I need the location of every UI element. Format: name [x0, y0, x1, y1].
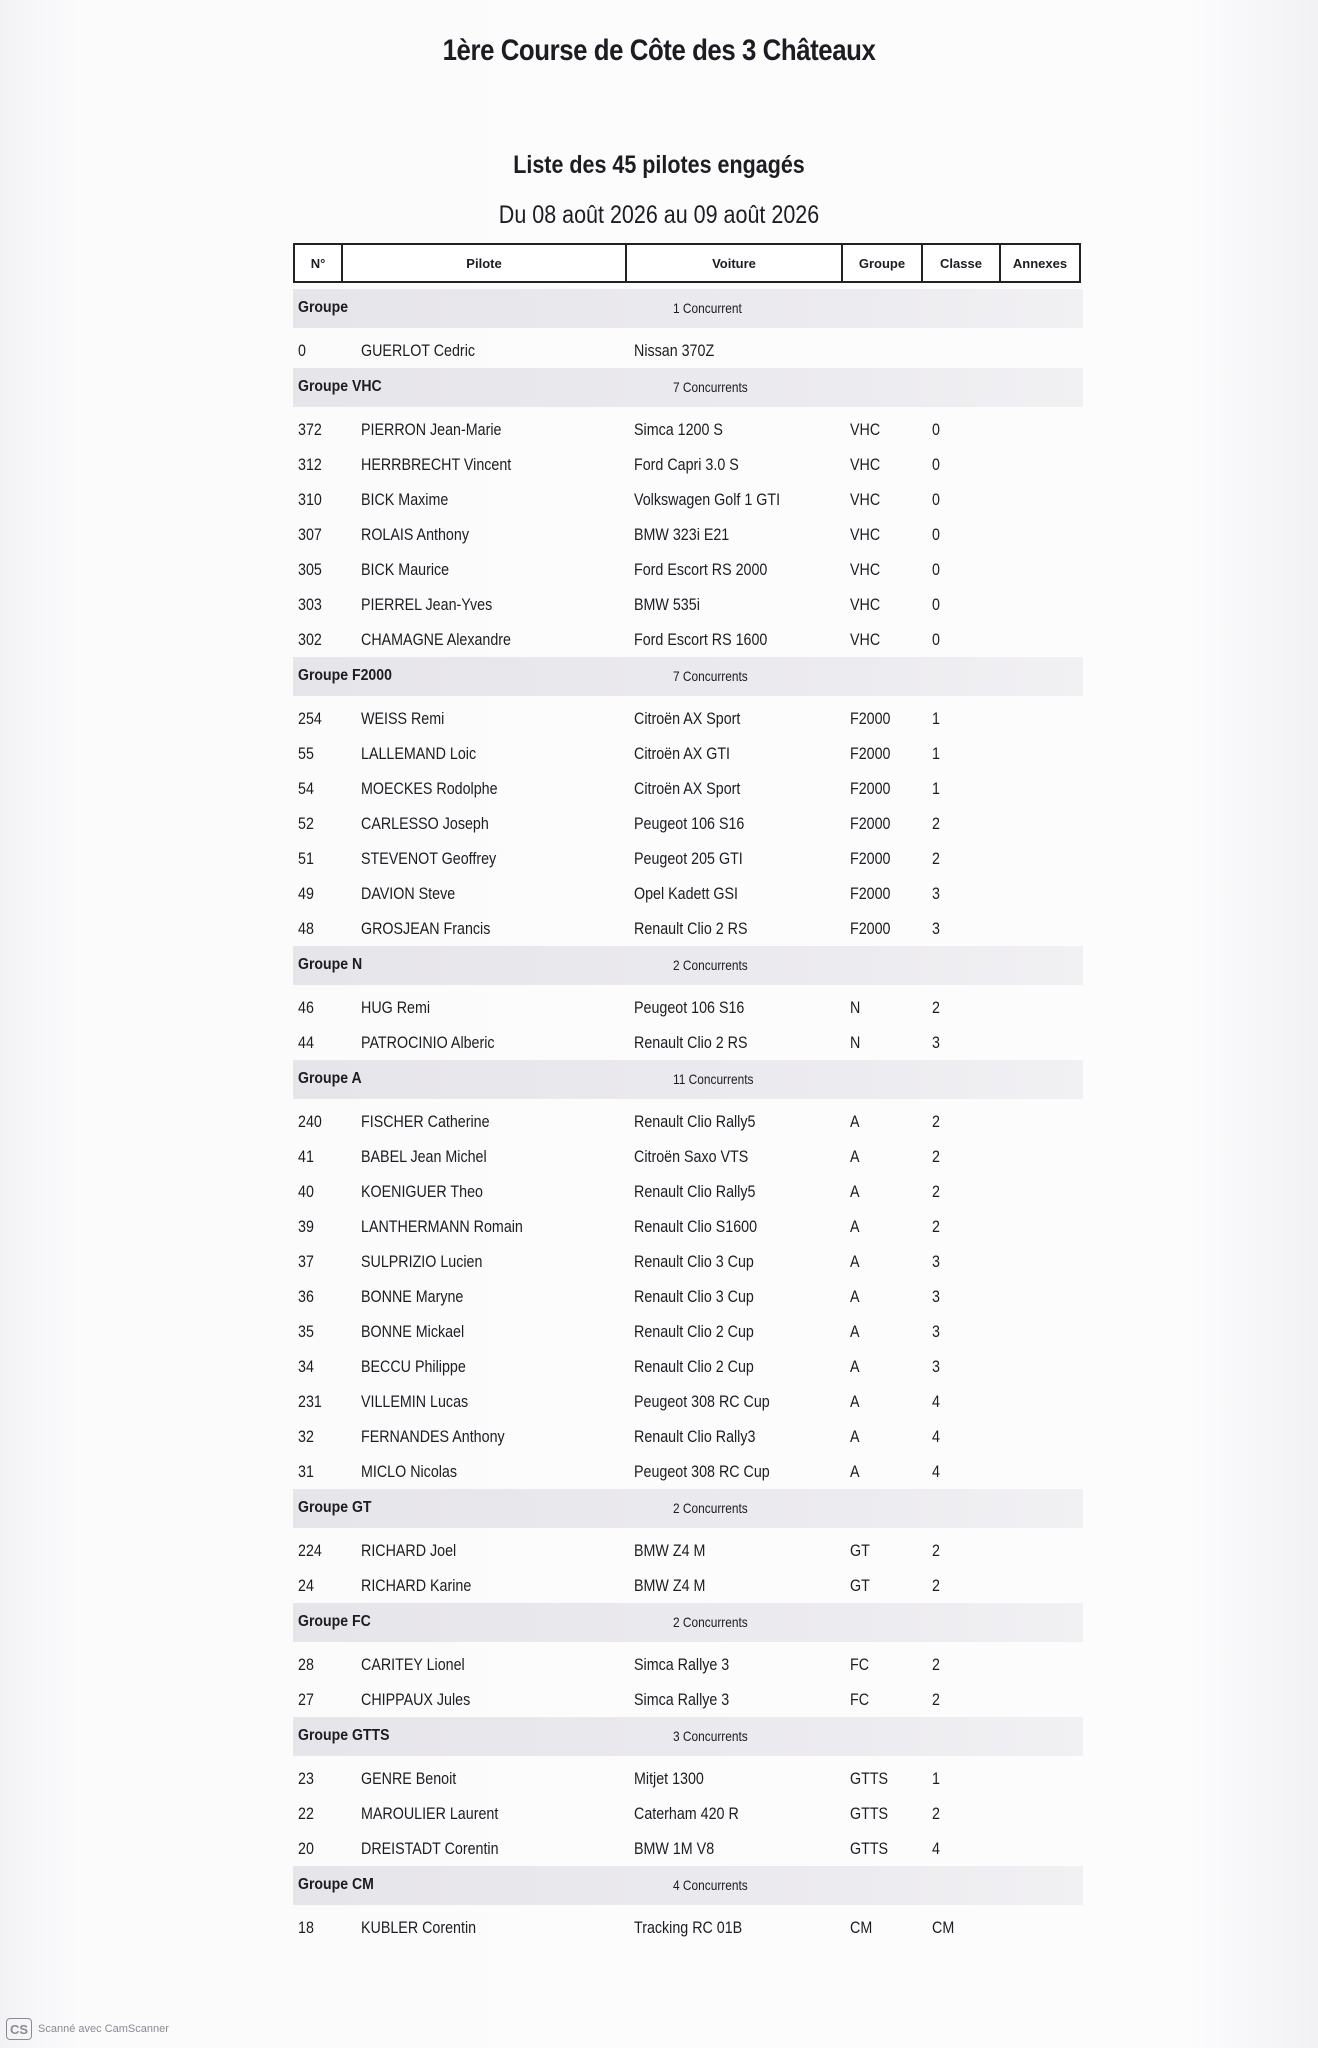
pilot-name: VILLEMIN Lucas: [361, 1392, 469, 1411]
entry-class: 4: [932, 1462, 940, 1481]
car-model: Opel Kadett GSI: [634, 884, 738, 903]
table-row: [293, 1174, 1083, 1209]
entry-group: A: [850, 1252, 860, 1271]
entry-number: 240: [298, 1112, 322, 1131]
entry-number: 32: [298, 1427, 314, 1446]
entry-number: 27: [298, 1690, 314, 1709]
table-row: [293, 1831, 1083, 1866]
car-model: Renault Clio S1600: [634, 1217, 758, 1236]
table-row: [293, 1314, 1083, 1349]
car-model: Caterham 420 R: [634, 1804, 739, 1823]
group-label: Groupe A: [298, 1070, 362, 1087]
group-count: 2 Concurrents: [673, 957, 748, 973]
table-row: [293, 1910, 1083, 1945]
car-model: Renault Clio Rally3: [634, 1427, 756, 1446]
car-model: Peugeot 308 RC Cup: [634, 1392, 770, 1411]
pilot-name: PIERREL Jean-Yves: [361, 595, 493, 614]
entry-class: 2: [932, 1576, 940, 1595]
table-row: [293, 701, 1083, 736]
pilot-name: DREISTADT Corentin: [361, 1839, 499, 1858]
car-model: Peugeot 205 GTI: [634, 849, 743, 868]
pilot-name: CARITEY Lionel: [361, 1655, 465, 1674]
table-row: [293, 736, 1083, 771]
group-count: 2 Concurrents: [673, 1500, 748, 1516]
entry-number: 55: [298, 744, 314, 763]
entry-group: A: [850, 1217, 860, 1236]
group-header: [293, 946, 1083, 985]
entry-number: 28: [298, 1655, 314, 1674]
entry-class: 2: [932, 849, 940, 868]
group-count: 11 Concurrents: [673, 1071, 754, 1087]
entry-group: GT: [850, 1541, 870, 1560]
entry-class: 1: [932, 709, 940, 728]
entry-class: 3: [932, 1357, 940, 1376]
pilot-name: CHAMAGNE Alexandre: [361, 630, 512, 649]
group-header: [293, 657, 1083, 696]
entry-group: A: [850, 1322, 860, 1341]
car-model: Tracking RC 01B: [634, 1918, 743, 1937]
entry-number: 305: [298, 560, 322, 579]
table-row: [293, 1209, 1083, 1244]
entry-group: F2000: [850, 779, 891, 798]
group-count: 7 Concurrents: [673, 668, 748, 684]
car-model: Peugeot 106 S16: [634, 814, 745, 833]
group-header: [293, 1060, 1083, 1099]
entry-group: N: [850, 1033, 861, 1052]
table-row: [293, 333, 1083, 368]
entry-class: 2: [932, 1655, 940, 1674]
pilot-name: BONNE Mickael: [361, 1322, 465, 1341]
car-model: Citroën Saxo VTS: [634, 1147, 749, 1166]
pilot-name: LALLEMAND Loic: [361, 744, 477, 763]
entry-group: A: [850, 1392, 860, 1411]
entry-group: N: [850, 998, 861, 1017]
pilot-name: ROLAIS Anthony: [361, 525, 469, 544]
pilot-name: MOECKES Rodolphe: [361, 779, 498, 798]
entry-group: F2000: [850, 919, 891, 938]
group-label: Groupe N: [298, 956, 363, 973]
entry-class: 0: [932, 560, 940, 579]
table-row: [293, 587, 1083, 622]
pilot-name: RICHARD Joel: [361, 1541, 457, 1560]
table-row: [293, 841, 1083, 876]
entry-group: FC: [850, 1690, 870, 1709]
table-row: [293, 1454, 1083, 1489]
group-header: [293, 368, 1083, 407]
pilot-name: GROSJEAN Francis: [361, 919, 491, 938]
entry-class: 3: [932, 1322, 940, 1341]
group-label: Groupe FC: [298, 1613, 371, 1630]
pilot-name: BICK Maurice: [361, 560, 450, 579]
pilot-name: HUG Remi: [361, 998, 431, 1017]
header-class: Classe: [923, 245, 1001, 281]
group-header: [293, 289, 1083, 328]
pilot-name: BICK Maxime: [361, 490, 449, 509]
car-model: Citroën AX GTI: [634, 744, 731, 763]
entry-number: 23: [298, 1769, 314, 1788]
table-row: [293, 552, 1083, 587]
pilot-name: FERNANDES Anthony: [361, 1427, 505, 1446]
document-dates: Du 08 août 2026 au 09 août 2026: [498, 201, 820, 229]
pilot-name: PATROCINIO Alberic: [361, 1033, 495, 1052]
table-row: [293, 1025, 1083, 1060]
pilot-name: FISCHER Catherine: [361, 1112, 490, 1131]
entry-number: 34: [298, 1357, 314, 1376]
pilot-name: GENRE Benoit: [361, 1769, 457, 1788]
car-model: BMW 323i E21: [634, 525, 730, 544]
entry-group: F2000: [850, 744, 891, 763]
group-count: 3 Concurrents: [673, 1728, 748, 1744]
car-model: Ford Escort RS 1600: [634, 630, 768, 649]
entry-group: VHC: [850, 595, 881, 614]
entry-class: 3: [932, 919, 940, 938]
table-row: [293, 1384, 1083, 1419]
entry-group: VHC: [850, 490, 881, 509]
pilot-name: LANTHERMANN Romain: [361, 1217, 523, 1236]
entry-group: A: [850, 1287, 860, 1306]
group-label: Groupe F2000: [298, 667, 392, 684]
entry-group: F2000: [850, 884, 891, 903]
entry-number: 254: [298, 709, 322, 728]
car-model: Renault Clio Rally5: [634, 1112, 756, 1131]
pilot-name: SULPRIZIO Lucien: [361, 1252, 483, 1271]
car-model: Renault Clio Rally5: [634, 1182, 756, 1201]
entry-group: F2000: [850, 849, 891, 868]
entry-class: 2: [932, 1112, 940, 1131]
table-row: [293, 1761, 1083, 1796]
entry-number: 48: [298, 919, 314, 938]
car-model: Peugeot 308 RC Cup: [634, 1462, 770, 1481]
entry-number: 40: [298, 1182, 314, 1201]
table-row: [293, 771, 1083, 806]
table-row: [293, 1533, 1083, 1568]
table-row: [293, 1139, 1083, 1174]
group-count: 2 Concurrents: [673, 1614, 748, 1630]
entry-number: 24: [298, 1576, 314, 1595]
entry-class: 4: [932, 1839, 940, 1858]
car-model: Renault Clio 3 Cup: [634, 1252, 754, 1271]
entry-class: 0: [932, 525, 940, 544]
entry-class: 0: [932, 595, 940, 614]
pilot-name: RICHARD Karine: [361, 1576, 472, 1595]
table-row: [293, 1104, 1083, 1139]
entry-class: 2: [932, 814, 940, 833]
table-row: [293, 622, 1083, 657]
entry-group: A: [850, 1112, 860, 1131]
table-row: [293, 412, 1083, 447]
table-row: [293, 1568, 1083, 1603]
header-pilot: Pilote: [343, 245, 627, 281]
group-label: Groupe GTTS: [298, 1727, 390, 1744]
entry-group: VHC: [850, 455, 881, 474]
entry-number: 0: [298, 341, 306, 360]
entry-number: 303: [298, 595, 322, 614]
entry-group: F2000: [850, 814, 891, 833]
entry-number: 224: [298, 1541, 322, 1560]
table-row: [293, 911, 1083, 946]
entry-group: A: [850, 1462, 860, 1481]
table-row: [293, 517, 1083, 552]
header-car: Voiture: [627, 245, 843, 281]
car-model: Mitjet 1300: [634, 1769, 704, 1788]
entry-group: F2000: [850, 709, 891, 728]
entry-number: 37: [298, 1252, 314, 1271]
group-header: [293, 1717, 1083, 1756]
entry-number: 52: [298, 814, 314, 833]
pilot-name: GUERLOT Cedric: [361, 341, 476, 360]
header-group: Groupe: [843, 245, 923, 281]
table-row: [293, 1419, 1083, 1454]
entry-number: 302: [298, 630, 322, 649]
entry-number: 41: [298, 1147, 314, 1166]
watermark-text: Scanné avec CamScanner: [38, 2023, 169, 2035]
entry-number: 20: [298, 1839, 314, 1858]
car-model: BMW Z4 M: [634, 1576, 706, 1595]
entry-class: 2: [932, 1217, 940, 1236]
table-row: [293, 482, 1083, 517]
entry-group: VHC: [850, 630, 881, 649]
entry-group: VHC: [850, 525, 881, 544]
document-subtitle: Liste des 45 pilotes engagés: [513, 151, 805, 179]
entry-class: 2: [932, 1182, 940, 1201]
car-model: Ford Capri 3.0 S: [634, 455, 739, 474]
entry-class: CM: [932, 1918, 955, 1937]
group-label: Groupe CM: [298, 1876, 374, 1893]
car-model: Renault Clio 2 Cup: [634, 1322, 754, 1341]
car-model: Volkswagen Golf 1 GTI: [634, 490, 781, 509]
entry-number: 46: [298, 998, 314, 1017]
entry-class: 2: [932, 1804, 940, 1823]
group-count: 1 Concurrent: [673, 300, 742, 316]
group-header: [293, 1866, 1083, 1905]
car-model: BMW Z4 M: [634, 1541, 706, 1560]
pilot-name: KOENIGUER Theo: [361, 1182, 483, 1201]
pilot-name: KUBLER Corentin: [361, 1918, 477, 1937]
car-model: Ford Escort RS 2000: [634, 560, 768, 579]
car-model: Citroën AX Sport: [634, 709, 741, 728]
table-row: [293, 1244, 1083, 1279]
entry-number: 51: [298, 849, 314, 868]
table-row: [293, 1279, 1083, 1314]
entry-class: 2: [932, 1147, 940, 1166]
entry-class: 3: [932, 1287, 940, 1306]
entry-class: 2: [932, 998, 940, 1017]
table-row: [293, 1647, 1083, 1682]
group-label: Groupe: [298, 299, 349, 316]
car-model: Simca 1200 S: [634, 420, 723, 439]
header-no: N°: [295, 245, 343, 281]
pilot-name: BABEL Jean Michel: [361, 1147, 487, 1166]
entry-class: 4: [932, 1392, 940, 1411]
car-model: Simca Rallye 3: [634, 1690, 730, 1709]
entry-group: A: [850, 1357, 860, 1376]
pilot-name: BECCU Philippe: [361, 1357, 466, 1376]
table-row: [293, 990, 1083, 1025]
entry-class: 0: [932, 630, 940, 649]
car-model: Renault Clio 3 Cup: [634, 1287, 754, 1306]
entry-number: 54: [298, 779, 314, 798]
pilot-name: WEISS Remi: [361, 709, 445, 728]
group-label: Groupe VHC: [298, 378, 382, 395]
entry-number: 49: [298, 884, 314, 903]
entry-number: 31: [298, 1462, 314, 1481]
table-row: [293, 447, 1083, 482]
table-row: [293, 876, 1083, 911]
car-model: Simca Rallye 3: [634, 1655, 730, 1674]
entry-number: 312: [298, 455, 322, 474]
document-title: 1ère Course de Côte des 3 Châteaux: [442, 34, 876, 67]
entry-class: 3: [932, 884, 940, 903]
car-model: Renault Clio 2 RS: [634, 1033, 748, 1052]
entry-number: 372: [298, 420, 322, 439]
pilot-name: PIERRON Jean-Marie: [361, 420, 502, 439]
entry-class: 0: [932, 490, 940, 509]
entry-list: [293, 289, 1083, 1945]
car-model: Renault Clio 2 RS: [634, 919, 748, 938]
pilot-name: CARLESSO Joseph: [361, 814, 489, 833]
entry-group: GTTS: [850, 1804, 889, 1823]
entry-number: 35: [298, 1322, 314, 1341]
entry-group: A: [850, 1427, 860, 1446]
car-model: Citroën AX Sport: [634, 779, 741, 798]
entry-number: 44: [298, 1033, 314, 1052]
table-row: [293, 1682, 1083, 1717]
entry-group: VHC: [850, 560, 881, 579]
pilot-name: DAVION Steve: [361, 884, 456, 903]
entry-group: A: [850, 1147, 860, 1166]
entry-class: 0: [932, 420, 940, 439]
entry-number: 307: [298, 525, 322, 544]
entry-class: 1: [932, 744, 940, 763]
pilot-name: BONNE Maryne: [361, 1287, 464, 1306]
entry-number: 22: [298, 1804, 314, 1823]
pilot-name: HERRBRECHT Vincent: [361, 455, 512, 474]
car-model: Renault Clio 2 Cup: [634, 1357, 754, 1376]
entry-group: GT: [850, 1576, 870, 1595]
entry-group: GTTS: [850, 1839, 889, 1858]
entry-class: 2: [932, 1541, 940, 1560]
table-row: [293, 1796, 1083, 1831]
camscanner-logo-icon: CS: [6, 2018, 32, 2040]
pilot-name: MAROULIER Laurent: [361, 1804, 499, 1823]
entry-class: 1: [932, 779, 940, 798]
entry-number: 231: [298, 1392, 322, 1411]
group-count: 4 Concurrents: [673, 1877, 748, 1893]
pilot-name: STEVENOT Geoffrey: [361, 849, 497, 868]
group-label: Groupe GT: [298, 1499, 372, 1516]
group-header: [293, 1603, 1083, 1642]
car-model: BMW 1M V8: [634, 1839, 715, 1858]
header-annexes: Annexes: [1012, 255, 1068, 271]
entry-group: A: [850, 1182, 860, 1201]
table-row: [293, 806, 1083, 841]
entry-number: 36: [298, 1287, 314, 1306]
table-header: [293, 243, 1081, 283]
pilot-name: CHIPPAUX Jules: [361, 1690, 471, 1709]
pilot-name: MICLO Nicolas: [361, 1462, 458, 1481]
table-row: [293, 1349, 1083, 1384]
entry-class: 0: [932, 455, 940, 474]
car-model: Peugeot 106 S16: [634, 998, 745, 1017]
entry-class: 3: [932, 1033, 940, 1052]
entry-class: 1: [932, 1769, 940, 1788]
entry-number: 39: [298, 1217, 314, 1236]
entry-class: 4: [932, 1427, 940, 1446]
entry-group: GTTS: [850, 1769, 889, 1788]
group-header: [293, 1489, 1083, 1528]
entry-number: 18: [298, 1918, 314, 1937]
entry-class: 2: [932, 1690, 940, 1709]
entry-group: CM: [850, 1918, 873, 1937]
scanner-watermark: [6, 2018, 169, 2040]
entry-group: VHC: [850, 420, 881, 439]
entry-number: 310: [298, 490, 322, 509]
group-count: 7 Concurrents: [673, 379, 748, 395]
entry-group: FC: [850, 1655, 870, 1674]
entry-class: 3: [932, 1252, 940, 1271]
car-model: BMW 535i: [634, 595, 700, 614]
car-model: Nissan 370Z: [634, 341, 715, 360]
